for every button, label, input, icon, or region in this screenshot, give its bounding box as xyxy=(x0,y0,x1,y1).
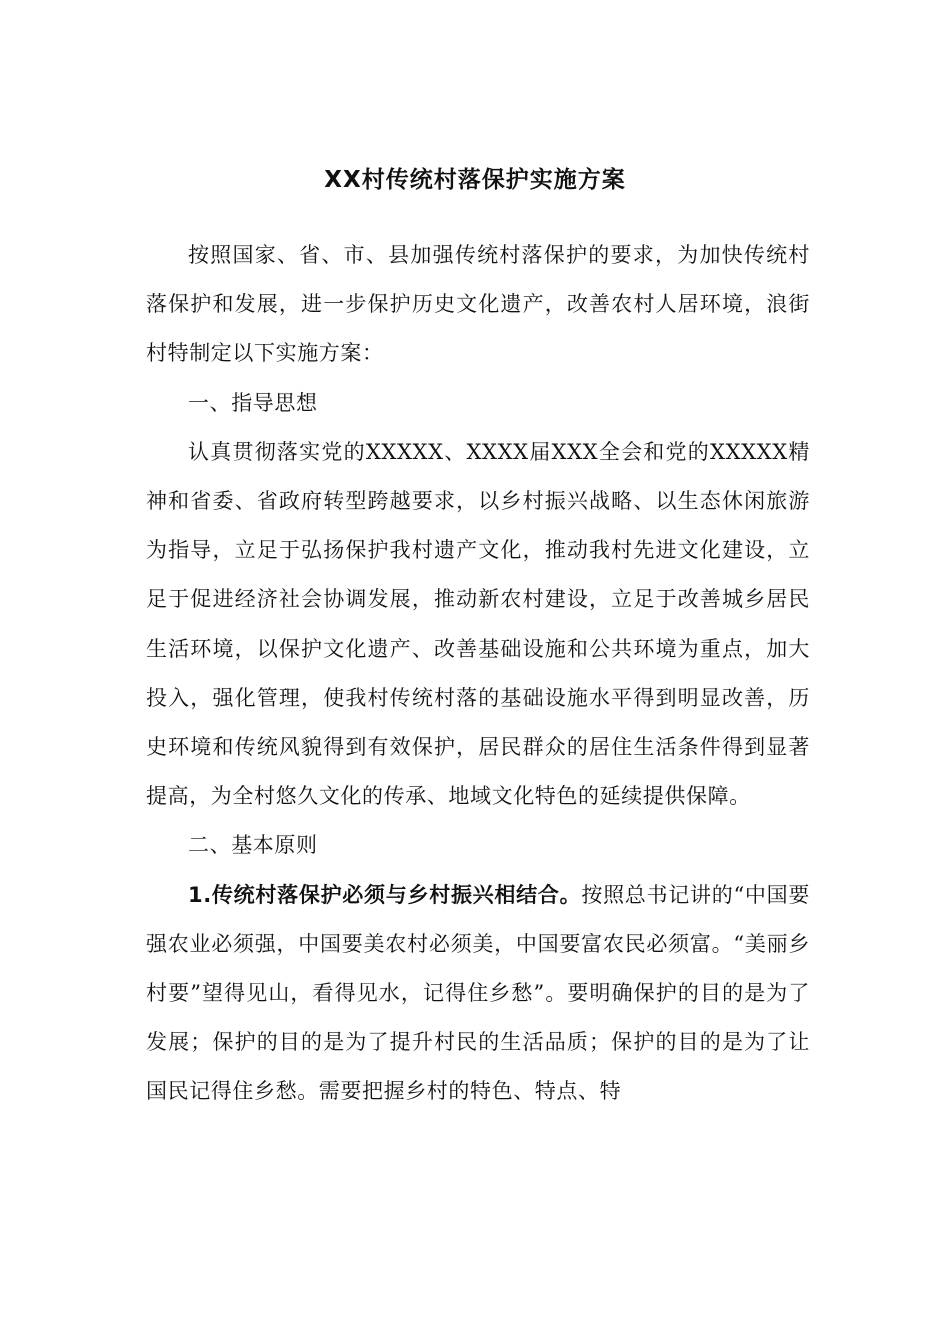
intro-paragraph: 按照国家、省、市、县加强传统村落保护的要求，为加快传统村落保护和发展，进一步保护历史文化遗产，改善农村人居环境，浪街村特制定以下实施方案： xyxy=(146,243,810,366)
document-body xyxy=(146,231,810,1117)
section-heading-basic-principles: 二、基本原则 xyxy=(188,833,318,858)
document-title: XX村传统村落保护实施方案 xyxy=(324,167,626,193)
guiding-ideology-paragraph: 认真贯彻落实党的XXXXX、XXXX届XXX全会和党的XXXXX精神和省委、省政府转型跨越要求，以乡村振兴战略、以生态休闲旅游为指导，立足于弘扬保护我村遗产文化，推动我村先进文化建设，立足于促进经济社会协调发展，推动新农村建设，立足于改善城乡居民生活环境，以保护文化遗产、改善基础设施和公共环境为重点，加大投入，强化管理，使我村传统村落的基础设施水平得到明显改善，历史环境和传统风貌得到有效保护，居民群众的居住生活条件得到显著提高，为全村悠久文化的传承、地域文化特色的延续提供保障。 xyxy=(146,439,810,809)
principle-1-body: 按照总书记讲的“中国要强农业必须强，中国要美农村必须美，中国要富农民必须富。“美丽乡村要”望得见山，看得见水，记得住乡愁”。要明确保护的目的是为了发展；保护的目的是为了提升村民的生活品质；保护的目的是为了让国民记得住乡愁。需要把握乡村的特色、特点、特 xyxy=(146,882,810,1104)
principle-1-lead: 1.传统村落保护必须与乡村振兴相结合。 xyxy=(188,882,582,907)
principle-1-paragraph xyxy=(146,871,810,1117)
section-heading-guiding-ideology: 一、指导思想 xyxy=(188,390,318,415)
